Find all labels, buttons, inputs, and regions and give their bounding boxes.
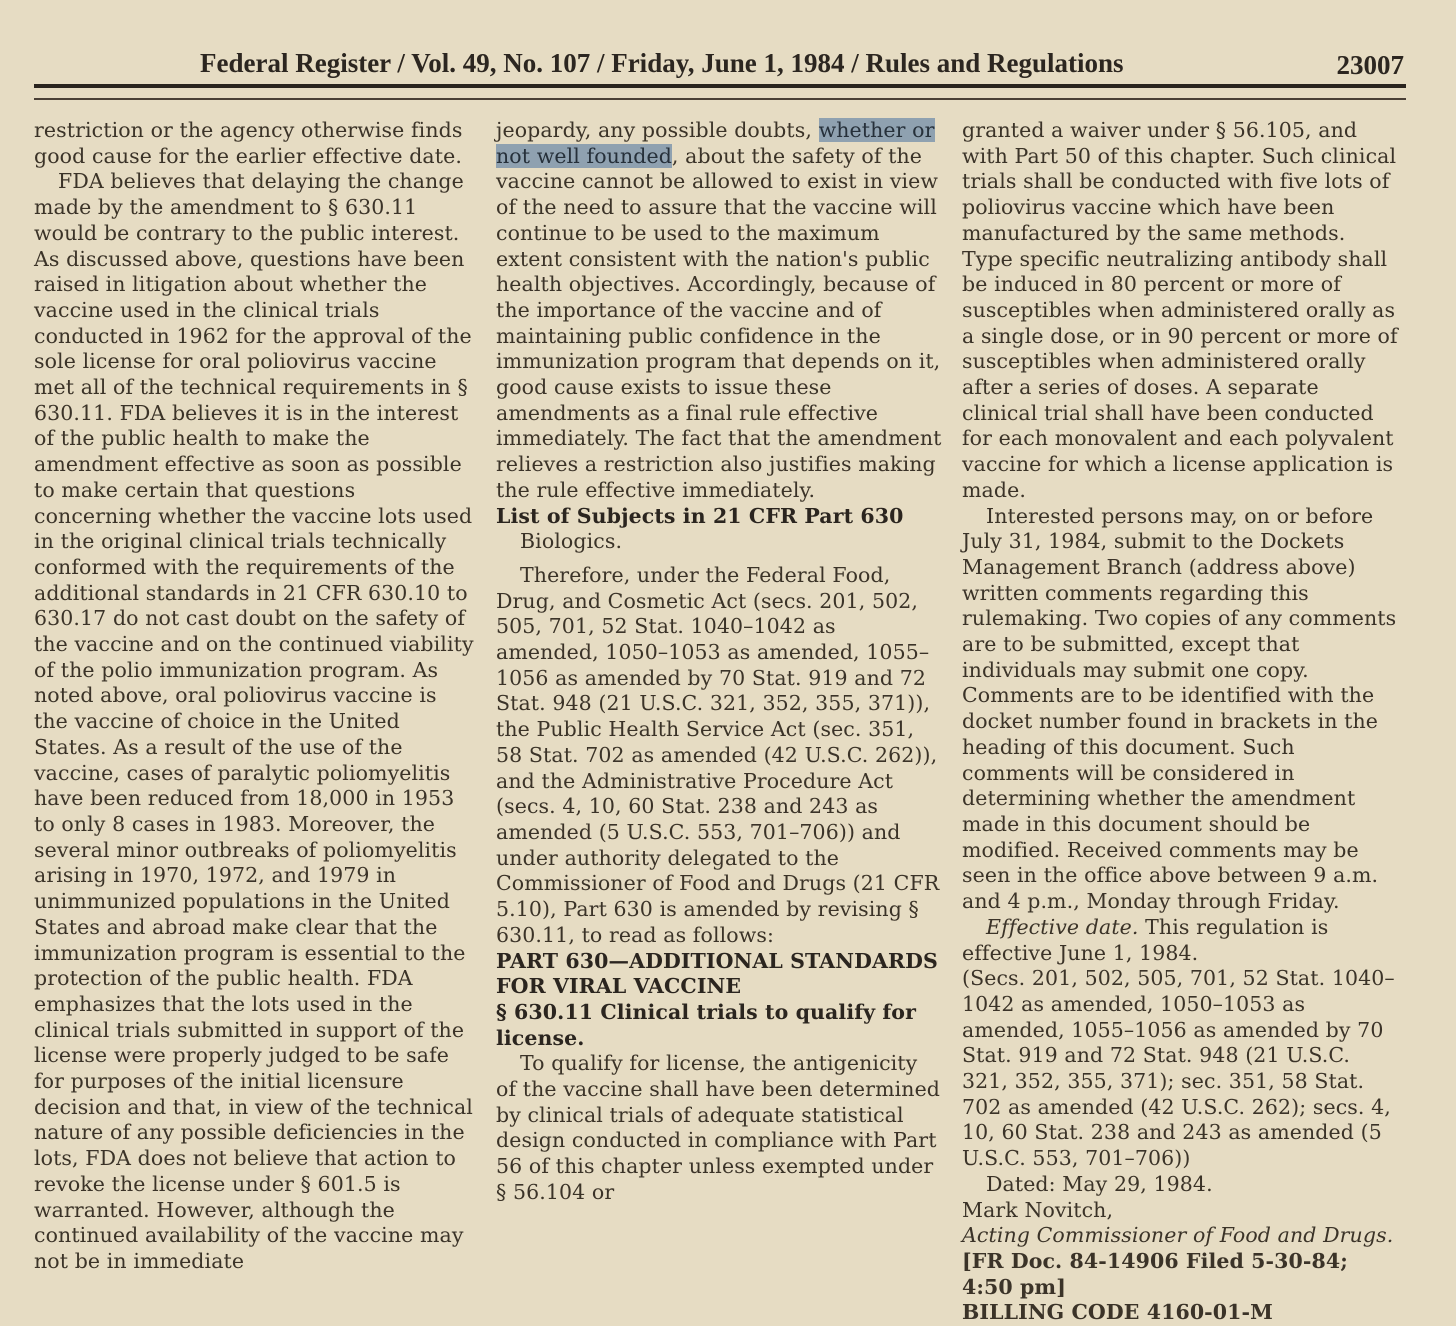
subjects-list: Biologics. bbox=[520, 529, 623, 554]
fr-doc-line: [FR Doc. 84-14906 Filed 5-30-84; 4:50 pm] bbox=[962, 1248, 1348, 1299]
page-number: 23007 bbox=[1336, 50, 1404, 80]
dated-line: Dated: May 29, 1984. bbox=[986, 1171, 1213, 1196]
paragraph: Therefore, under the Federal Food, Drug, and Cosmetic Act (secs. 201, 502, 505, 701, 52 Stat. 1040–1042 as amended, 1050–1053 as amended, 1055–1056 as amended by 70 Stat. 919 and 72 Stat. 948 (21 U.S.C. 321, 352, 355, 371)), the Public Health Service Act (sec. 351, 58 Stat. 702 as amended (42 U.S.C. 262)), and the Administrative Procedure Act (secs. 4, 10, 60 Stat. 238 and 243 as amended (5 U.S.C. 553, 701–706)) and under authority delegated to the Commissioner of Food and Drugs (21 CFR 5.10), Part 630 is amended by revising § 630.11, to read as follows: bbox=[496, 562, 940, 947]
text-span: jeopardy, any possible doubts, bbox=[496, 118, 819, 142]
column-3 bbox=[962, 118, 1398, 1326]
paragraph: FDA believes that delaying the change made by the amendment to § 630.11 would be contrary to the public interest. As discussed above, questions have been raised in litigation about whether the vaccine used in the clinical trials conducted in 1962 for the approval of the sole license for oral poliovirus vaccine met all of the technical requirements in § 630.11. FDA believes it is in the interest of the public health to make the amendment effective as soon as possible to make certain that questions concerning whether the vaccine lots used in the original clinical trials technically conformed with the requirements of the additional standards in 21 CFR 630.10 to 630.17 do not cast doubt on the safety of the vaccine and on the continued viability of the polio immunization program. As noted above, oral poliovirus vaccine is the vaccine of choice in the United States. As a result of the use of the vaccine, cases of paralytic poliomyelitis have been reduced from 18,000 in 1953 to only 8 cases in 1983. Moreover, the several minor outbreaks of poliomyelitis arising in 1970, 1972, and 1979 in unimmunized populations in the United States and abroad make clear that the immunization program is essential to the protection of the public health. FDA emphasizes that the lots used in the clinical trials submitted in support of the license were properly judged to be safe for purposes of the initial licensure decision and that, in view of the technical nature of any possible deficiencies in the lots, FDA does not believe that action to revoke the license under § 601.5 is warranted. However, although the continued availability of the vaccine may not be in immediate bbox=[34, 169, 474, 1273]
effective-date-paragraph bbox=[962, 915, 1398, 966]
effective-date-text: This regulation is effective June 1, 1984. bbox=[962, 914, 1329, 965]
paragraph: granted a waiver under § 56.105, and with Part 50 of this chapter. Such clinical trials shall be conducted with five lots of poliovirus vaccine which have been manufactured by the same methods. Type specific neutralizing antibody shall be induced in 80 percent or more of susceptibles when administered orally as a single dose, or in 90 percent or more of susceptibles when administered orally after a series of doses. A separate clinical trial shall have been conducted for each monovalent and each polyvalent vaccine for which a license application is made. bbox=[962, 118, 1398, 502]
billing-code: BILLING CODE 4160-01-M bbox=[962, 1300, 1273, 1325]
paragraph: restriction or the agency otherwise finds good cause for the earlier effective date. bbox=[34, 118, 463, 168]
paragraph: Interested persons may, on or before July 31, 1984, submit to the Dockets Management Branch (address above) written comments regarding this rulemaking. Two copies of any comments are to be submitted, except that individuals may submit one copy. Comments are to be identified with the docket number found in brackets in the heading of this document. Such comments will be considered in determining whether the amendment made in this document should be modified. Received comments may be seen in the office above between 9 a.m. and 4 p.m., Monday through Friday. bbox=[962, 503, 1397, 914]
signer-name: Mark Novitch, bbox=[962, 1197, 1114, 1222]
column-2 bbox=[496, 118, 942, 1206]
section-heading: § 630.11 Clinical trials to qualify for license. bbox=[496, 999, 916, 1050]
part-heading: PART 630—ADDITIONAL STANDARDS FOR VIRAL VACCINE bbox=[496, 948, 938, 999]
text-span: , about the safety of the vaccine cannot be allowed to exist in view of the need to assure that the vaccine will continue to be used to the maximum extent consistent with the nation's public health objectives. Accordingly, because of the importance of the vaccine and of maintaining public confidence in the immunization program that depends on it, good cause exists to issue these amendments as a final rule effective immediately. The fact that the amendment relieves a restriction also justifies making the rule effective immediately. bbox=[496, 143, 942, 502]
highlighted-text[interactable]: whether or not well founded bbox=[496, 118, 935, 168]
page-header bbox=[0, 48, 1456, 78]
effective-date-label: Effective date. bbox=[986, 914, 1139, 939]
column-1 bbox=[34, 118, 474, 1275]
subjects-heading: List of Subjects in 21 CFR Part 630 bbox=[496, 503, 904, 528]
signer-title: Acting Commissioner of Food and Drugs. bbox=[962, 1223, 1394, 1248]
header-title: Federal Register / Vol. 49, No. 107 / Friday, June 1, 1984 / Rules and Regulations bbox=[200, 48, 1124, 78]
paragraph: To qualify for license, the antigenicity of the vaccine shall have been determined by clinical trials of adequate statistical design conducted in compliance with Part 56 of this chapter unless exempted under § 56.104 or bbox=[496, 1051, 941, 1204]
authority-citation: (Secs. 201, 502, 505, 701, 52 Stat. 1040–1042 as amended, 1050–1053 as amended, 1055–1056 as amended by 70 Stat. 919 and 72 Stat. 948 (21 U.S.C. 321, 352, 355, 371); sec. 351, 58 Stat. 702 as amended (42 U.S.C. 262); secs. 4, 10, 60 Stat. 238 and 243 as amended (5 U.S.C. 553, 701–706)) bbox=[962, 966, 1395, 1171]
paragraph bbox=[496, 118, 942, 504]
header-rule bbox=[34, 84, 1406, 100]
